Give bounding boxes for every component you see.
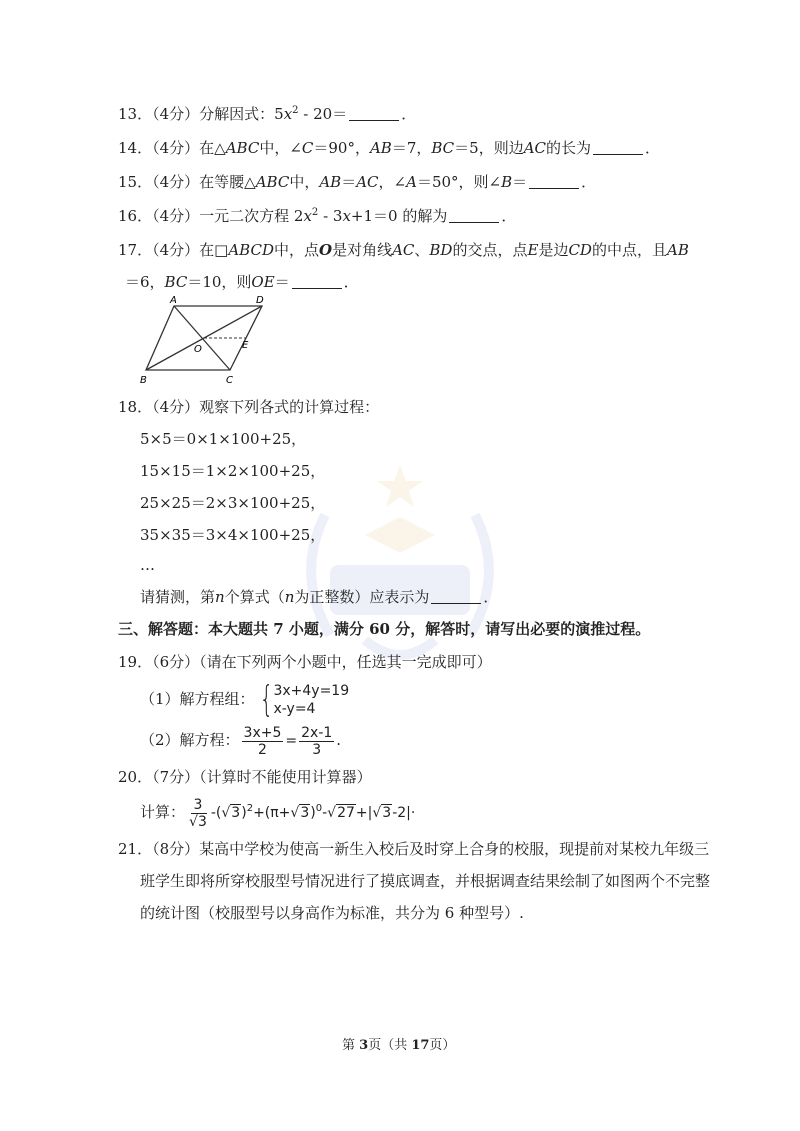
numerator: 3 [193, 796, 203, 813]
brace-icon: { [259, 679, 273, 720]
question-text: ＝ [274, 273, 290, 291]
equation-system [255, 679, 350, 720]
question-score: （6分） [152, 653, 200, 671]
question-score: （4分） [152, 207, 200, 225]
question-score: （4分） [152, 398, 200, 416]
square-root: √3 [290, 805, 310, 821]
question-text: 的交点，点 [452, 241, 528, 259]
footer-text: 第 [342, 1038, 360, 1053]
period: ． [401, 105, 417, 123]
variable: AB [369, 139, 392, 157]
variable: BC [431, 139, 455, 157]
variable: CD [568, 241, 592, 259]
question-19-part2 [140, 722, 341, 759]
exponent: 2 [311, 207, 319, 218]
variable: x [342, 207, 351, 225]
label-b: B [140, 375, 147, 386]
operator: - [322, 805, 328, 821]
answer-blank [593, 140, 643, 155]
question-16 [118, 205, 516, 227]
square-root: √27 [327, 805, 355, 821]
fraction [299, 725, 334, 758]
label-a: A [170, 295, 177, 306]
answer-blank [529, 174, 579, 189]
page-total: 17 [411, 1038, 430, 1053]
question-text: 的长为 [546, 139, 592, 157]
operator: ) [241, 805, 247, 821]
question-text: 中，∠ [259, 139, 302, 157]
numerator: 3x+5 [243, 724, 282, 741]
answer-blank [349, 106, 399, 121]
radicand: 27 [337, 805, 355, 821]
fraction [187, 797, 209, 830]
page-footer [342, 1035, 455, 1057]
question-text: ＝5，则边 [454, 139, 524, 157]
question-score: （8分） [152, 840, 200, 858]
denominator: √3 [189, 813, 207, 830]
variable: x [303, 207, 312, 225]
footer-text: 页（共 [368, 1038, 412, 1053]
question-text: 中，点 [273, 241, 319, 259]
radicand: 3 [382, 805, 392, 821]
answer-blank [431, 589, 481, 604]
equals-sign: = [285, 733, 298, 749]
variable: O [318, 241, 333, 259]
exponent: 2 [292, 105, 299, 116]
variable: ABC [225, 139, 260, 157]
question-text: 中， [289, 173, 320, 191]
question-text: 请猜测，第 [140, 588, 216, 606]
variable: B [501, 173, 513, 191]
variable: ABCD [228, 241, 274, 259]
variable: AC [392, 241, 415, 259]
answer-blank [449, 208, 499, 223]
question-text: 一元二次方程 2 [199, 207, 304, 225]
question-score: （4分） [152, 139, 200, 157]
exponent: 0 [315, 803, 323, 814]
question-17-line2 [125, 271, 359, 293]
operator: +(π+ [253, 805, 291, 821]
exponent: 2 [246, 803, 254, 814]
question-note: （请在下列两个小题中，任选其一完成即可） [199, 653, 492, 671]
question-number: 21． [118, 840, 153, 858]
question-score: （4分） [152, 105, 200, 123]
question-19-part1 [140, 678, 349, 720]
question-text: - 20＝ [298, 105, 348, 123]
question-number: 17． [118, 241, 153, 259]
variable: E [527, 241, 539, 259]
period: ． [343, 273, 359, 291]
question-number: 16． [118, 207, 153, 225]
label-c: C [226, 375, 233, 386]
label-e: E [242, 340, 249, 351]
question-15 [118, 171, 596, 193]
variable: x [283, 105, 293, 123]
radicand: 3 [197, 813, 207, 830]
question-score: （4分） [152, 173, 200, 191]
pattern-line: 15×15＝1×2×100+25， [140, 462, 326, 480]
question-text: ＝50°，则∠ [416, 173, 502, 191]
part-label: （1）解方程组： [140, 690, 255, 708]
question-21-line2: 班学生即将所穿校服型号情况进行了摸底调查，并根据调查结果绘制了如图两个不完整 [140, 872, 711, 890]
numerator: 2x-1 [301, 724, 333, 741]
question-number: 14． [118, 139, 153, 157]
equation: x-y=4 [273, 701, 316, 717]
variable: n [215, 588, 225, 606]
operator: -2|· [392, 805, 416, 821]
question-text: 为正整数）应表示为 [294, 588, 430, 606]
question-19 [118, 651, 492, 673]
variable: ABC [255, 173, 290, 191]
variable: C [301, 139, 314, 157]
label-o: O [194, 344, 202, 355]
period: ． [483, 588, 499, 606]
part-label: （2）解方程： [140, 731, 240, 749]
question-14 [118, 137, 660, 159]
variable: A [406, 173, 417, 191]
question-text: 在等腰△ [199, 173, 256, 191]
question-text: 的中点，且 [591, 241, 667, 259]
period: ． [501, 207, 517, 225]
question-21 [118, 838, 709, 860]
variable: AB [666, 241, 689, 259]
pattern-line: 25×25＝2×3×100+25， [140, 494, 326, 512]
question-number: 18． [118, 398, 153, 416]
radicand: 3 [300, 805, 310, 821]
question-text: ＝6， [125, 273, 165, 291]
variable: AC [523, 139, 547, 157]
question-20-expression [140, 794, 415, 831]
fraction [242, 725, 284, 758]
period: . [336, 731, 342, 749]
question-text: 在□ [199, 241, 229, 259]
square-root: √3 [372, 805, 392, 821]
question-text: +1＝0 的解为 [350, 207, 448, 225]
variable: n [284, 588, 295, 606]
question-number: 19． [118, 653, 153, 671]
pattern-line: 5×5＝0×1×100+25， [140, 430, 307, 448]
question-17 [118, 239, 689, 261]
question-text: ，∠ [378, 173, 407, 191]
question-text: 分解因式：5 [199, 105, 284, 123]
question-number: 20． [118, 768, 153, 786]
denominator: 2 [258, 741, 267, 758]
period: ． [581, 173, 597, 191]
question-text: 、 [414, 241, 430, 259]
operator: -( [210, 805, 222, 821]
question-text: - 3 [318, 207, 343, 225]
variable: OE [251, 273, 275, 291]
question-21-line3: 的统计图（校服型号以身高作为标准，共分为 6 种型号）. [140, 904, 524, 922]
question-text: 在△ [199, 139, 226, 157]
variable: AC [356, 173, 379, 191]
question-score: （7分） [152, 768, 200, 786]
footer-text: 页） [429, 1038, 456, 1053]
question-text: ＝10，则 [187, 273, 252, 291]
question-text: 个算式（ [224, 588, 285, 606]
label-d: D [256, 295, 264, 306]
question-20 [118, 766, 372, 788]
question-text: 是边 [538, 241, 569, 259]
variable: BC [164, 273, 188, 291]
variable: AB [319, 173, 342, 191]
question-text: 观察下列各式的计算过程： [199, 398, 380, 416]
question-text: ＝ [512, 173, 528, 191]
section-heading: 三、解答题：本大题共 7 小题，满分 60 分，解答时，请写出必要的演推过程。 [118, 620, 651, 638]
question-text: ＝ [341, 173, 357, 191]
radicand: 3 [231, 805, 241, 821]
page-number: 3 [359, 1038, 369, 1053]
question-note: （计算时不能使用计算器） [199, 768, 372, 786]
question-18 [118, 396, 379, 418]
question-score: （4分） [152, 241, 200, 259]
operator: +| [355, 805, 373, 821]
equation: 3x+4y=19 [273, 683, 350, 699]
square-root: √3 [221, 805, 241, 821]
parallelogram-figure [138, 292, 273, 387]
variable: BD [429, 241, 453, 259]
question-text: ＝7， [391, 139, 432, 157]
expression-label: 计算： [140, 803, 186, 821]
question-text: 某高中学校为使高一新生入校后及时穿上合身的校服，现提前对某校九年级三 [199, 840, 710, 858]
pattern-ellipsis: … [140, 556, 155, 574]
question-number: 13． [118, 105, 153, 123]
answer-blank [292, 274, 342, 289]
pattern-line: 35×35＝3×4×100+25， [140, 526, 326, 544]
question-18-guess [140, 586, 498, 608]
denominator: 3 [312, 741, 322, 758]
question-number: 15． [118, 173, 153, 191]
question-text: ＝90°， [313, 139, 370, 157]
operator: ) [310, 805, 316, 821]
question-text: 是对角线 [332, 241, 393, 259]
question-13 [118, 103, 416, 125]
period: ． [645, 139, 661, 157]
